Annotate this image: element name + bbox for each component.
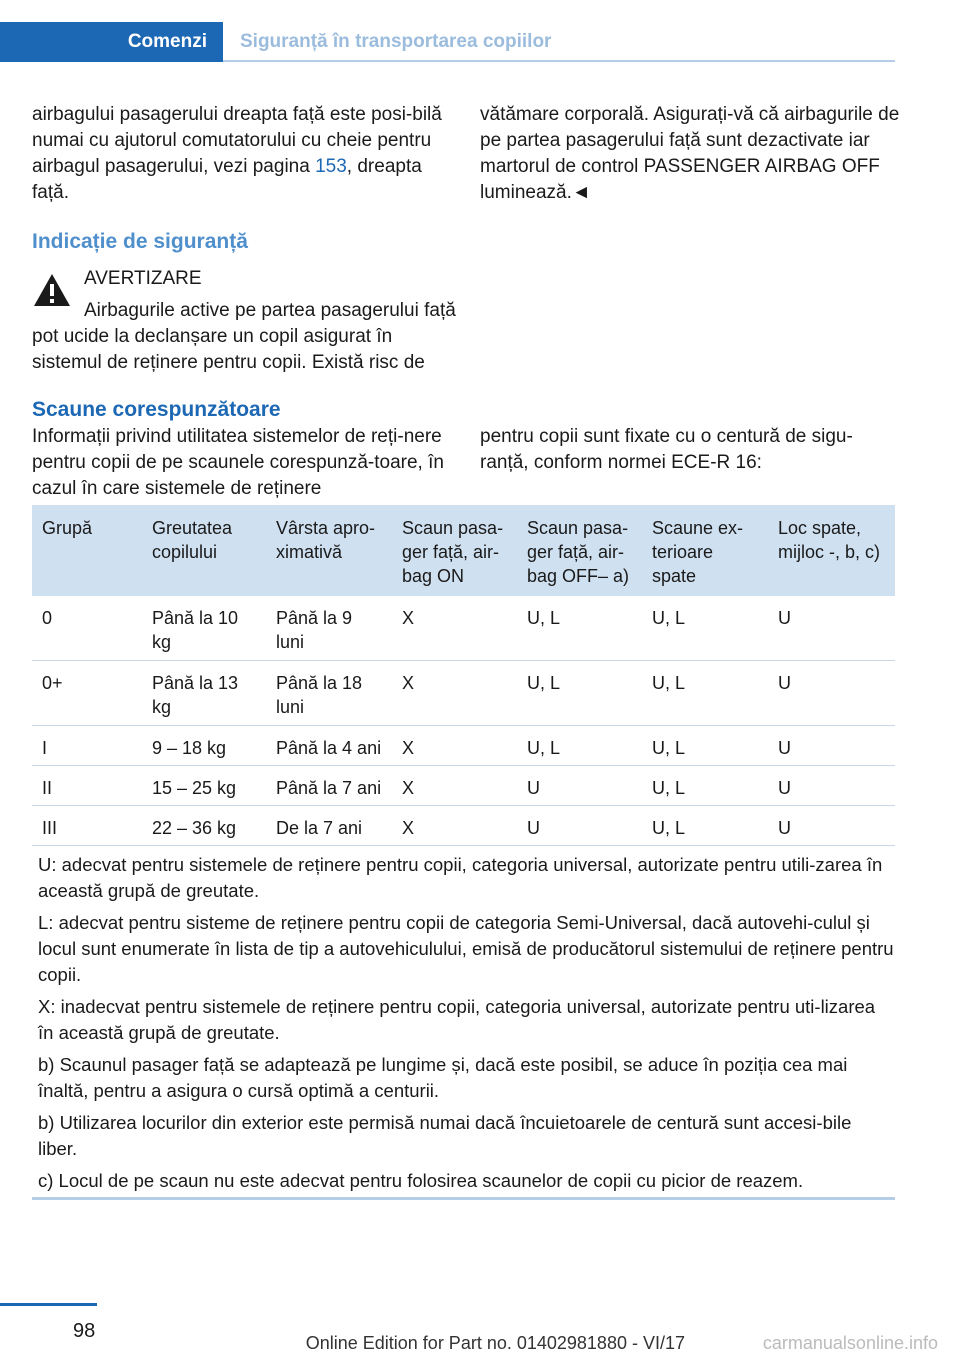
header-cell: Greutatea copilului xyxy=(152,518,233,562)
note-item: L: adecvat pentru sisteme de reținere pentru copii de categoria Semi-Universal, dacă autovehi-culul și locul sunt enumerate în lista de tip a autovehiculului, emisă de producătorul sistemului de reținere pentru copii. xyxy=(38,912,894,985)
notes-divider xyxy=(32,1197,895,1200)
page-number-rule xyxy=(0,1303,97,1306)
table-cell: U, L xyxy=(652,738,686,758)
table-row xyxy=(32,726,895,766)
table-cell: Până la 18 luni xyxy=(276,673,363,717)
header-divider xyxy=(223,60,895,62)
header-cell: Vârsta apro-ximativă xyxy=(276,518,376,562)
table-header-row xyxy=(32,505,895,596)
table-cell: U, L xyxy=(527,738,561,758)
warning-label: AVERTIZARE xyxy=(84,268,202,289)
seats-title: Scaune corespunzătoare xyxy=(32,398,281,421)
edition-text: Online Edition for Part no. 01402981880 - VI/17 xyxy=(305,1333,685,1353)
section-tab[interactable]: Siguranță în transportarea copiilor xyxy=(240,31,552,52)
table-row xyxy=(32,806,895,846)
table-cell: X xyxy=(402,778,415,798)
table-cell: U, L xyxy=(652,608,686,628)
table-cell: 15 – 25 kg xyxy=(152,778,237,798)
table-cell: U xyxy=(778,608,791,628)
seats-left-paragraph: Informații privind utilitatea sistemelor de reți-nere pentru copii de pe scaunele corespunză-toare, în cazul în care sistemele de reținere xyxy=(32,426,444,499)
table-cell: U, L xyxy=(527,673,561,693)
page-header xyxy=(0,0,960,62)
table-cell: 22 – 36 kg xyxy=(152,818,237,838)
note-item: c) Locul de pe scaun nu este adecvat pentru folosirea scaunelor de copii cu picior de reazem. xyxy=(38,1170,804,1191)
note-item: U: adecvat pentru sistemele de reținere pentru copii, categoria universal, autorizate pentru utili-zarea în această grupă de greutate. xyxy=(38,854,883,901)
header-cell: Scaun pasa-ger față, air-bag ON xyxy=(402,518,504,586)
table-cell: Până la 13 kg xyxy=(152,673,239,717)
table-cell: Până la 10 kg xyxy=(152,608,239,652)
watermark: carmanualsonline.info xyxy=(762,1333,938,1353)
chapter-tab-active[interactable] xyxy=(0,22,223,62)
table-cell: U xyxy=(778,673,791,693)
note-item: b) Utilizarea locurilor din exterior este permisă numai dacă încuietoarele de centură sunt accesi-bile liber. xyxy=(38,1112,852,1159)
table-cell: U xyxy=(527,818,540,838)
table-cell: Până la 9 luni xyxy=(276,608,353,652)
table-row xyxy=(32,596,895,661)
table-cell: Până la 4 ani xyxy=(276,738,382,758)
table-cell: U, L xyxy=(652,673,686,693)
table-cell: III xyxy=(42,818,58,838)
warning-text: Airbagurile active pe partea pasagerului față pot ucide la declanșare un copil asigurat în sistemul de reținere pentru copii. Există risc de xyxy=(32,300,456,373)
chapter-tab-label: Comenzi xyxy=(127,31,207,52)
table-row xyxy=(32,661,895,726)
table-notes xyxy=(32,852,895,1200)
table-cell: X xyxy=(402,673,415,693)
table-cell: U, L xyxy=(527,608,561,628)
header-cell: Scaune ex-terioare spate xyxy=(652,518,744,586)
table-cell: X xyxy=(402,818,415,838)
table-cell: U, L xyxy=(652,818,686,838)
header-cell: Grupă xyxy=(42,518,93,538)
safety-title: Indicație de siguranță xyxy=(32,230,248,253)
table-cell: I xyxy=(42,738,48,758)
header-cell: Loc spate, mijloc -, b, c) xyxy=(778,518,881,562)
table-cell: 0+ xyxy=(42,673,63,693)
seats-right-paragraph: pentru copii sunt fixate cu o centură de sigu-ranță, conform normei ECE-R 16: xyxy=(480,426,853,473)
table-cell: U xyxy=(778,778,791,798)
table-cell: U xyxy=(778,818,791,838)
table-cell: Până la 7 ani xyxy=(276,778,382,798)
table-cell: U xyxy=(527,778,540,798)
table-cell: X xyxy=(402,738,415,758)
table-cell: U, L xyxy=(652,778,686,798)
intro-left-paragraph: airbagului pasagerului dreapta față este posi-bilă numai cu ajutorul comutatorului cu cheie pentru airbagul pasagerului, vezi pagina 153, dreapta față. xyxy=(32,104,442,203)
table-cell: X xyxy=(402,608,415,628)
page-link[interactable]: 153 xyxy=(315,156,347,177)
table-row xyxy=(32,766,895,806)
page-number: 98 xyxy=(73,1320,96,1342)
table-cell: U xyxy=(778,738,791,758)
header-cell: Scaun pasa-ger față, air-bag OFF– a) xyxy=(527,518,630,586)
note-item: b) Scaunul pasager față se adaptează pe lungime și, dacă este posibil, se aduce în poziția cea mai înaltă, pentru a asigura o cursă optimă a centurii. xyxy=(38,1054,848,1101)
note-item: X: inadecvat pentru sistemele de reținere pentru copii, categoria universal, autorizate pentru uti-lizarea în această grupă de greutate. xyxy=(38,996,876,1043)
table-cell: 9 – 18 kg xyxy=(152,738,227,758)
table-cell: 0 xyxy=(42,608,53,628)
table-cell: II xyxy=(42,778,53,798)
table-cell: De la 7 ani xyxy=(276,818,363,838)
intro-right-paragraph: vătămare corporală. Asigurați-vă că airbagurile de pe partea pasagerului față sunt dezactivate iar martorul de control PASSENGER AIRBAG OFF luminează.◄ xyxy=(480,104,900,203)
seat-suitability-table xyxy=(32,505,895,846)
